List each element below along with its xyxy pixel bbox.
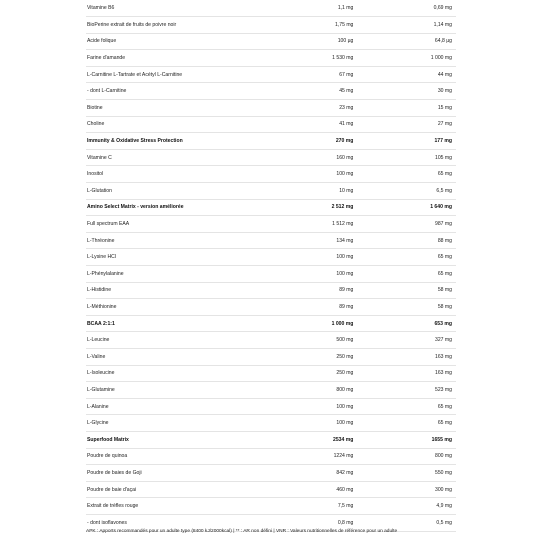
nutrient-row	[86, 149, 456, 166]
nutrient-row	[86, 0, 456, 17]
nutrient-row	[86, 448, 456, 465]
nutrient-name: L-Histidine	[86, 282, 274, 299]
nutrient-name: Biotine	[86, 100, 274, 117]
nutrient-row	[86, 431, 456, 448]
nutrient-name: Farine d'amande	[86, 50, 274, 67]
nutrient-row	[86, 66, 456, 83]
nutrient-value-per-serving: 250 mg	[274, 348, 353, 365]
nutrient-name: L-Carnitine L-Tartrate et Acétyl L-Carnitine	[86, 66, 274, 83]
nutrient-value-per-100g: 0,5 mg	[353, 514, 456, 531]
nutrient-value-per-serving: 100 mg	[274, 398, 353, 415]
nutrient-name: L-Alanine	[86, 398, 274, 415]
nutrient-name: L-Isoleucine	[86, 365, 274, 382]
nutrient-name: Poudre de baie d'açai	[86, 481, 274, 498]
nutrient-row	[86, 17, 456, 34]
nutrient-value-per-serving: 45 mg	[274, 83, 353, 100]
nutrient-name: L-Valine	[86, 348, 274, 365]
nutrient-row	[86, 50, 456, 67]
nutrient-value-per-100g: 0,69 mg	[353, 0, 456, 17]
nutrient-value-per-100g: 163 mg	[353, 365, 456, 382]
nutrient-value-per-100g: 44 mg	[353, 66, 456, 83]
nutrient-row	[86, 133, 456, 150]
nutrient-value-per-serving: 89 mg	[274, 299, 353, 316]
nutrient-value-per-100g: 58 mg	[353, 282, 456, 299]
nutrient-value-per-serving: 100 mg	[274, 249, 353, 266]
nutrient-row	[86, 249, 456, 266]
nutrition-table	[86, 0, 456, 532]
nutrient-name: Poudre de quinoa	[86, 448, 274, 465]
nutrient-name: Inositol	[86, 166, 274, 183]
nutrient-name: Immunity & Oxidative Stress Protection	[86, 133, 274, 150]
nutrient-value-per-serving: 7,5 mg	[274, 498, 353, 515]
nutrient-value-per-serving: 41 mg	[274, 116, 353, 133]
footer-note: APK : Apports recommandés pour un adulte type (8400 kJ/2000kcal) | ** : AR non défini | VNR : Valeurs nutritionnelles de référence pour un adulte	[86, 529, 398, 534]
nutrient-row	[86, 415, 456, 432]
nutrient-name: - dont isoflavones	[86, 514, 274, 531]
nutrient-name: Superfood Matrix	[86, 431, 274, 448]
nutrient-name: - dont L-Carnitine	[86, 83, 274, 100]
nutrient-row	[86, 481, 456, 498]
nutrient-value-per-serving: 160 mg	[274, 149, 353, 166]
nutrient-value-per-serving: 134 mg	[274, 232, 353, 249]
nutrient-value-per-100g: 550 mg	[353, 465, 456, 482]
nutrient-value-per-serving: 100 mg	[274, 166, 353, 183]
nutrient-name: L-Méthionine	[86, 299, 274, 316]
nutrient-value-per-100g: 27 mg	[353, 116, 456, 133]
nutrient-value-per-100g: 653 mg	[353, 315, 456, 332]
nutrient-value-per-serving: 10 mg	[274, 183, 353, 200]
nutrient-name: Vitamine B6	[86, 0, 274, 17]
nutrient-value-per-serving: 1 000 mg	[274, 315, 353, 332]
nutrient-value-per-serving: 1 530 mg	[274, 50, 353, 67]
nutrient-name: L-Glutation	[86, 183, 274, 200]
nutrient-value-per-100g: 15 mg	[353, 100, 456, 117]
nutrient-value-per-serving: 100 mg	[274, 266, 353, 283]
nutrient-row	[86, 100, 456, 117]
nutrient-row	[86, 299, 456, 316]
nutrient-row	[86, 166, 456, 183]
nutrient-value-per-100g: 163 mg	[353, 348, 456, 365]
nutrient-value-per-100g: 65 mg	[353, 166, 456, 183]
nutrient-value-per-100g: 65 mg	[353, 249, 456, 266]
nutrient-row	[86, 348, 456, 365]
nutrient-value-per-100g: 88 mg	[353, 232, 456, 249]
nutrient-value-per-serving: 67 mg	[274, 66, 353, 83]
nutrient-row	[86, 282, 456, 299]
nutrient-row	[86, 232, 456, 249]
nutrient-value-per-serving: 250 mg	[274, 365, 353, 382]
nutrient-value-per-100g: 6,5 mg	[353, 183, 456, 200]
nutrient-row	[86, 332, 456, 349]
nutrient-row	[86, 33, 456, 50]
nutrient-row	[86, 199, 456, 216]
nutrient-name: Extrait de trèfles rouge	[86, 498, 274, 515]
nutrient-name: Acide folique	[86, 33, 274, 50]
nutrient-name: Amino Select Matrix - version améliorée	[86, 199, 274, 216]
nutrient-value-per-100g: 177 mg	[353, 133, 456, 150]
nutrient-value-per-serving: 1224 mg	[274, 448, 353, 465]
nutrient-value-per-serving: 89 mg	[274, 282, 353, 299]
nutrient-value-per-100g: 1 640 mg	[353, 199, 456, 216]
nutrient-row	[86, 183, 456, 200]
nutrient-value-per-100g: 4,9 mg	[353, 498, 456, 515]
nutrient-value-per-100g: 327 mg	[353, 332, 456, 349]
nutrient-row	[86, 398, 456, 415]
nutrient-value-per-serving: 100 mg	[274, 415, 353, 432]
nutrient-value-per-100g: 65 mg	[353, 415, 456, 432]
nutrient-value-per-100g: 65 mg	[353, 398, 456, 415]
nutrient-value-per-100g: 64,8 µg	[353, 33, 456, 50]
nutrient-name: Poudre de baies de Goji	[86, 465, 274, 482]
nutrient-value-per-serving: 100 µg	[274, 33, 353, 50]
nutrient-value-per-100g: 58 mg	[353, 299, 456, 316]
nutrient-name: Vitamine C	[86, 149, 274, 166]
nutrient-value-per-100g: 987 mg	[353, 216, 456, 233]
nutrient-value-per-serving: 1,75 mg	[274, 17, 353, 34]
nutrient-row	[86, 382, 456, 399]
nutrient-name: L-Phénylalanine	[86, 266, 274, 283]
nutrient-value-per-serving: 500 mg	[274, 332, 353, 349]
nutrient-value-per-serving: 842 mg	[274, 465, 353, 482]
nutrient-row	[86, 116, 456, 133]
nutrient-value-per-100g: 800 mg	[353, 448, 456, 465]
nutrient-value-per-100g: 30 mg	[353, 83, 456, 100]
nutrient-row	[86, 465, 456, 482]
nutrient-value-per-100g: 1,14 mg	[353, 17, 456, 34]
nutrient-value-per-serving: 460 mg	[274, 481, 353, 498]
nutrient-value-per-serving: 270 mg	[274, 133, 353, 150]
nutrient-name: Full spectrum EAA	[86, 216, 274, 233]
nutrient-value-per-100g: 65 mg	[353, 266, 456, 283]
nutrient-value-per-100g: 300 mg	[353, 481, 456, 498]
nutrient-row	[86, 315, 456, 332]
nutrient-name: Choline	[86, 116, 274, 133]
nutrient-value-per-serving: 800 mg	[274, 382, 353, 399]
nutrient-value-per-serving: 2 512 mg	[274, 199, 353, 216]
nutrient-name: L-Thréonine	[86, 232, 274, 249]
nutrient-value-per-100g: 1655 mg	[353, 431, 456, 448]
nutrient-value-per-serving: 2534 mg	[274, 431, 353, 448]
nutrient-name: BioPerine extrait de fruits de poivre noir	[86, 17, 274, 34]
nutrient-row	[86, 498, 456, 515]
nutrient-row	[86, 216, 456, 233]
nutrient-value-per-serving: 23 mg	[274, 100, 353, 117]
nutrient-row	[86, 266, 456, 283]
nutrient-value-per-serving: 1 512 mg	[274, 216, 353, 233]
nutrient-value-per-100g: 105 mg	[353, 149, 456, 166]
nutrient-value-per-100g: 1 000 mg	[353, 50, 456, 67]
nutrient-value-per-serving: 0,8 mg	[274, 514, 353, 531]
nutrition-table-body	[86, 0, 456, 531]
nutrient-row	[86, 365, 456, 382]
nutrient-name: L-Lysine HCl	[86, 249, 274, 266]
nutrient-name: L-Leucine	[86, 332, 274, 349]
nutrient-value-per-100g: 523 mg	[353, 382, 456, 399]
nutrient-name: L-Glutamine	[86, 382, 274, 399]
nutrient-name: L-Glycine	[86, 415, 274, 432]
nutrient-name: BCAA 2:1:1	[86, 315, 274, 332]
nutrient-value-per-serving: 1,1 mg	[274, 0, 353, 17]
nutrient-row	[86, 83, 456, 100]
